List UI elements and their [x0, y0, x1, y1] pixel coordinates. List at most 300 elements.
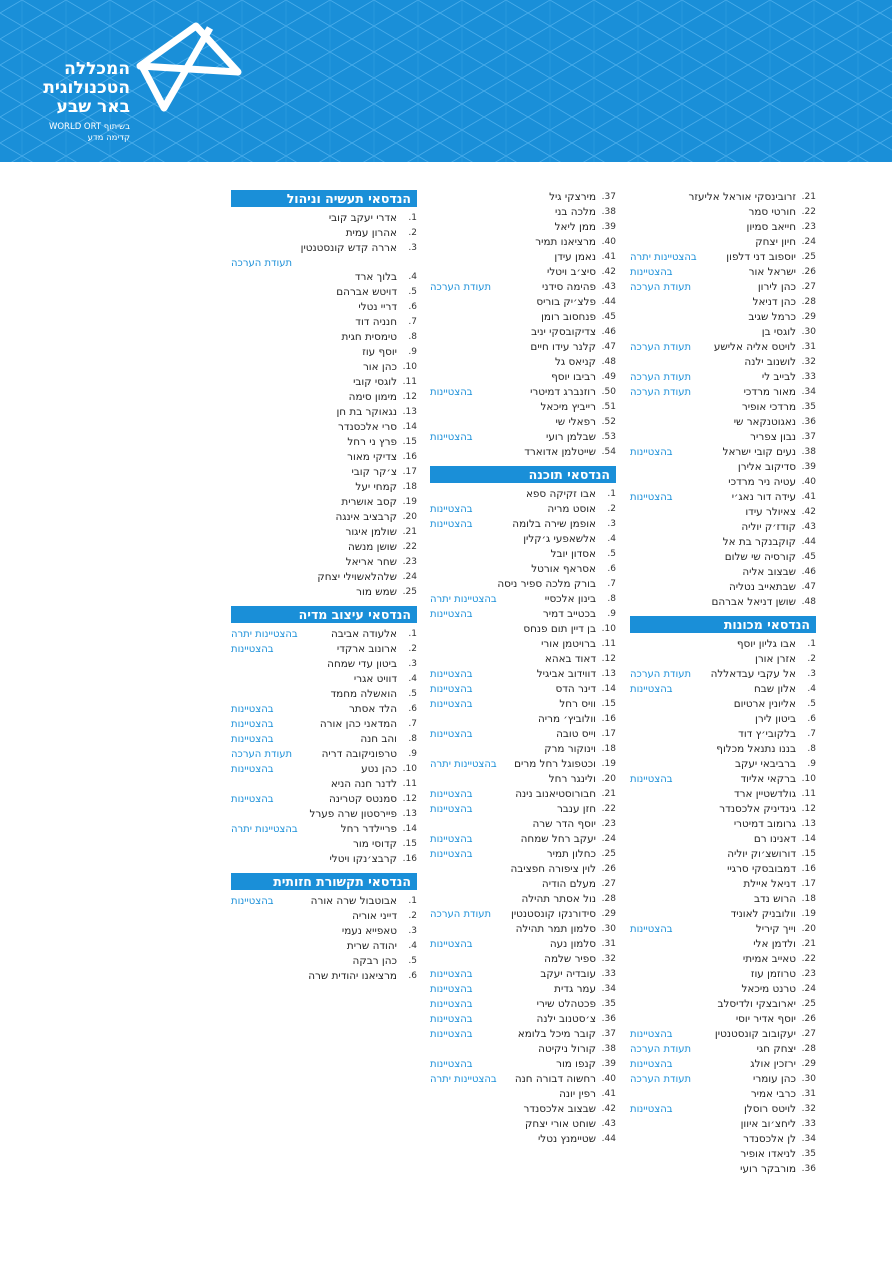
item-number: 41. [601, 252, 616, 262]
graduate-name: שמש מור [356, 586, 397, 598]
graduate-name: שלהלאשוילי יצחק [317, 571, 397, 583]
item-number: 1. [607, 489, 616, 499]
item-number: 25. [402, 587, 417, 597]
list-item [630, 982, 816, 997]
list-item [630, 772, 816, 787]
graduate-name: כחלון תמיר [546, 848, 596, 860]
item-number: 11. [402, 779, 417, 789]
graduate-name: סיצ׳ב ויטלי [547, 266, 596, 278]
item-number: 1. [408, 629, 417, 639]
item-number: 44. [601, 297, 616, 307]
graduate-name: שושן מנשה [347, 541, 397, 553]
graduate-name: צדיקובסקי יניב [531, 326, 596, 338]
honor-tag: בהצטיינות [231, 719, 274, 730]
list-item [630, 652, 816, 667]
graduate-name: בלוך ארד [354, 271, 397, 283]
item-number: 26. [801, 267, 816, 277]
graduate-name: אררה קדש קונסטנטין [300, 242, 397, 254]
graduate-name: עמר גדית [554, 983, 596, 995]
graduate-name: טרוזמן עוז [750, 968, 796, 980]
partner-line: בשיתוף WORLD ORT [48, 122, 130, 132]
honor-tag: תעודת הערכה [630, 669, 692, 680]
item-number: 20. [601, 774, 616, 784]
graduate-name: יעקובוב קונסטנטין [714, 1028, 796, 1040]
honor-tag: בהצטיינות [430, 669, 473, 680]
list-item [231, 627, 417, 642]
list-item [430, 430, 616, 445]
list-item [231, 300, 417, 315]
list-item [430, 712, 616, 727]
item-number: 16. [402, 854, 417, 864]
graduate-name: אלשאפעי ג׳קלין [523, 533, 596, 545]
item-number: 23. [801, 222, 816, 232]
list-item [430, 310, 616, 325]
list-item [630, 1132, 816, 1147]
list-item [231, 435, 417, 450]
list-item [430, 757, 616, 772]
graduate-name: מימון סימה [348, 391, 397, 403]
item-number: 36. [801, 1164, 816, 1174]
list-item [231, 525, 417, 540]
graduate-name: בורק מלכה ספיר ניסה [497, 578, 596, 590]
honor-tag: בהצטיינות [231, 644, 274, 655]
item-number: 21. [402, 527, 417, 537]
graduate-name: וכטפוגל רחל מרים [514, 758, 596, 770]
graduate-name: סדיקוב אלירן [737, 461, 796, 473]
list-item [231, 450, 417, 465]
item-number: 35. [601, 999, 616, 1009]
list-item [430, 385, 616, 400]
item-number: 42. [601, 1104, 616, 1114]
list-item [430, 877, 616, 892]
graduate-name: ליחצ׳וב איוון [740, 1118, 796, 1130]
item-number: 34. [801, 1134, 816, 1144]
list-item [231, 390, 417, 405]
list-item [231, 747, 417, 762]
graduate-name: צדיקי מאור [347, 451, 397, 463]
item-number: 16. [801, 864, 816, 874]
graduate-name: שבצוב אליה [742, 566, 796, 578]
honor-tag: בהצטיינות יתרה [430, 594, 497, 605]
graduate-name: מרציאנו תמיר [535, 236, 596, 248]
honor-tag: בהצטיינות [630, 447, 673, 458]
item-number: 4. [807, 684, 816, 694]
item-number: 48. [801, 597, 816, 607]
list-item [630, 862, 816, 877]
list-item [430, 967, 616, 982]
honor-tag: בהצטיינות [430, 519, 473, 530]
graduate-name: סלמון תמר תהילה [515, 923, 596, 935]
item-number: 21. [801, 192, 816, 202]
item-number: 32. [801, 357, 816, 367]
honor-tag: בהצטיינות [430, 804, 473, 815]
list-item [430, 235, 616, 250]
item-number: 17. [601, 729, 616, 739]
list-item [430, 502, 616, 517]
item-number: 37. [801, 432, 816, 442]
honor-tag: בהצטיינות [630, 267, 673, 278]
list-item [231, 405, 417, 420]
list-item [630, 817, 816, 832]
list-item [430, 952, 616, 967]
list-item [630, 1087, 816, 1102]
list-item [430, 250, 616, 265]
item-number: 17. [402, 467, 417, 477]
item-number: 27. [801, 282, 816, 292]
item-number: 23. [801, 969, 816, 979]
header-banner [0, 0, 892, 162]
item-number: 15. [601, 699, 616, 709]
list-item [430, 415, 616, 430]
list-item [630, 535, 816, 550]
item-number: 42. [801, 507, 816, 517]
list-item [630, 802, 816, 817]
graduate-name: עטיה ניר מרדכי [728, 476, 796, 488]
graduate-name: יהודה שרית [346, 940, 397, 952]
graduate-name: טאפייא נעמי [341, 925, 397, 937]
list-item [231, 270, 417, 285]
graduate-name: חנניה דוד [355, 316, 397, 328]
list-item [430, 1117, 616, 1132]
graduate-name: והב חנה [360, 733, 397, 745]
graduate-name: נול אסתר תהילה [521, 893, 596, 905]
list-item [630, 1117, 816, 1132]
list-item [231, 807, 417, 822]
item-number: 38. [601, 207, 616, 217]
item-number: 43. [601, 282, 616, 292]
graduate-name: אבוטבול שרה אורה [310, 895, 397, 907]
list-item [430, 982, 616, 997]
item-number: 4. [408, 674, 417, 684]
item-number: 52. [601, 417, 616, 427]
list-item [630, 892, 816, 907]
graduate-name: פלצ׳יק בוריס [536, 296, 596, 308]
list-item [430, 802, 616, 817]
graduate-name: כרבי אמיר [750, 1088, 796, 1100]
list-item [430, 577, 616, 592]
honor-tag: תעודת הערכה [630, 387, 692, 398]
graduate-name: יארובצקי ולדיסלב [717, 998, 796, 1010]
logo-line: הטכנולוגית [43, 78, 130, 98]
graduate-name: רפין יונה [559, 1088, 596, 1100]
list-item [630, 742, 816, 757]
graduate-name: ברביבאי יעקב [735, 758, 796, 770]
graduate-name: אל עקבי עבדאללה [710, 668, 796, 680]
list-item [231, 909, 417, 924]
list-item [430, 205, 616, 220]
list-item [630, 1027, 816, 1042]
graduate-name: שבצוב אלכסנדר [523, 1103, 596, 1115]
graduate-name: זרובינסקי אוראל אליעזר [688, 191, 796, 203]
item-number: 33. [801, 1119, 816, 1129]
graduate-name: מרדכי אופיר [741, 401, 796, 413]
item-number: 53. [601, 432, 616, 442]
list-item [430, 445, 616, 460]
honor-tag: בהצטיינות [430, 969, 473, 980]
list-item [630, 727, 816, 742]
list-item [630, 325, 816, 340]
graduate-name: קלנר עידו חיים [530, 341, 596, 353]
graduate-name: לוגסי בן [761, 326, 796, 338]
graduate-name: דמבובסקי סרגיי [727, 863, 796, 875]
list-item [430, 607, 616, 622]
item-number: 35. [801, 402, 816, 412]
graduate-name: פנחסוב רומן [541, 311, 596, 323]
item-number: 15. [402, 437, 417, 447]
item-number: 16. [402, 452, 417, 462]
item-number: 1. [807, 639, 816, 649]
graduate-name: קורול ניקיטה [538, 1043, 596, 1055]
section-title: הנדסאי מכונות [630, 616, 816, 633]
list-item [231, 241, 417, 256]
list-item [430, 400, 616, 415]
item-number: 15. [801, 849, 816, 859]
list-item [231, 465, 417, 480]
list-item [630, 295, 816, 310]
graduate-name: מרציאנו יהודית שרה [308, 970, 397, 982]
graduate-name: טימסית חגית [341, 331, 397, 343]
item-number: 47. [801, 582, 816, 592]
item-number: 50. [601, 387, 616, 397]
item-number: 24. [801, 984, 816, 994]
graduate-name: כהן נטע [361, 763, 397, 775]
graduate-name: ברקאי אליוד [740, 773, 796, 785]
graduate-name: פרץ ני רחל [347, 436, 397, 448]
list-item [630, 265, 816, 280]
list-item [630, 520, 816, 535]
graduate-name: מירצקי גיל [549, 191, 596, 203]
graduate-name: קנפו מור [556, 1058, 596, 1070]
list-item [231, 330, 417, 345]
list-item [430, 1012, 616, 1027]
list-item [630, 445, 816, 460]
list-item [630, 460, 816, 475]
item-number: 12. [601, 654, 616, 664]
list-item [231, 585, 417, 600]
item-number: 39. [601, 1059, 616, 1069]
list-item [630, 220, 816, 235]
honor-tag: בהצטיינות [231, 734, 274, 745]
graduate-name: ביטון עדי שמחה [327, 658, 397, 670]
list-item [430, 847, 616, 862]
honor-tag: תעודת הערכה [630, 282, 692, 293]
graduate-name: פיירסטון שרה פערל [309, 808, 397, 820]
item-number: 2. [607, 504, 616, 514]
list-item [231, 672, 417, 687]
list-item [630, 595, 816, 610]
logo-line: המכללה [64, 59, 130, 79]
list-item [231, 495, 417, 510]
graduate-name: אסדון יובל [550, 548, 596, 560]
honor-tag: בהצטיינות [430, 849, 473, 860]
item-number: 45. [601, 312, 616, 322]
item-number: 13. [402, 407, 417, 417]
list-item [430, 325, 616, 340]
item-number: 31. [601, 939, 616, 949]
item-number: 28. [601, 894, 616, 904]
graduate-name: נאגוטנקאר שי [733, 416, 796, 428]
item-number: 11. [402, 377, 417, 387]
graduate-name: נגאוקר בת חן [336, 406, 397, 418]
graduate-name: אזרן אורן [754, 653, 796, 665]
graduate-name: כהן לירון [757, 281, 796, 293]
graduate-name: כהן רבקה [352, 955, 397, 967]
item-number: 15. [402, 839, 417, 849]
item-number: 4. [408, 941, 417, 951]
list-item [430, 265, 616, 280]
honor-tag: בהצטיינות [630, 1029, 673, 1040]
list-item [630, 952, 816, 967]
honor-tag: בהצטיינות יתרה [231, 824, 298, 835]
list-item [430, 1042, 616, 1057]
honor-tag: תעודת הערכה [630, 1074, 692, 1085]
list-item [231, 480, 417, 495]
honor-tag: תעודת הערכה [430, 282, 492, 293]
item-number: 46. [601, 327, 616, 337]
honor-tag: בהצטיינות [430, 729, 473, 740]
list-item [231, 717, 417, 732]
list-item [231, 285, 417, 300]
item-number: 5. [807, 699, 816, 709]
item-number: 5. [408, 287, 417, 297]
list-item [630, 682, 816, 697]
item-number: 8. [408, 734, 417, 744]
list-item [231, 792, 417, 807]
graduate-name: צ׳סטנוב ילנה [536, 1013, 596, 1025]
list-item [231, 777, 417, 792]
list-item [231, 939, 417, 954]
honor-tag: בהצטיינות [430, 1029, 473, 1040]
graduate-name: דריי נטלי [358, 301, 397, 313]
list-item [430, 340, 616, 355]
section-title: הנדסאי תוכנה [430, 466, 616, 483]
item-number: 31. [801, 1089, 816, 1099]
list-item [430, 892, 616, 907]
list-item [630, 877, 816, 892]
list-item [630, 997, 816, 1012]
list-item [430, 190, 616, 205]
graduate-name: בננו נתנאל מכלוף [716, 743, 796, 755]
list-item [430, 697, 616, 712]
graduate-name: קוקבנקר בת אל [722, 536, 796, 548]
list-item [231, 540, 417, 555]
graduate-name: חייאב סמיון [746, 221, 796, 233]
graduate-name: קרבצ׳נקו ויטלי [329, 853, 397, 865]
item-number: 44. [601, 1134, 616, 1144]
list-item [630, 832, 816, 847]
list-item [630, 190, 816, 205]
honor-tag: בהצטיינות [430, 1059, 473, 1070]
list-item [630, 250, 816, 265]
list-item [231, 969, 417, 984]
item-number: 3. [408, 926, 417, 936]
graduate-name: כהן אור [362, 361, 397, 373]
list-item [231, 510, 417, 525]
list-item [630, 637, 816, 652]
graduate-name: דאנינו רם [753, 833, 796, 845]
list-item [630, 310, 816, 325]
list-item [231, 211, 417, 226]
item-number: 3. [807, 669, 816, 679]
list-item [231, 657, 417, 672]
item-number: 12. [402, 392, 417, 402]
item-number: 9. [408, 749, 417, 759]
list-item [630, 667, 816, 682]
list-item [231, 315, 417, 330]
list-item [231, 570, 417, 585]
list-item [430, 742, 616, 757]
item-number: 54. [601, 447, 616, 457]
graduate-name: רביבו יוסף [551, 371, 596, 383]
graduate-name: גולדשטיין ארד [733, 788, 796, 800]
honor-tag: בהצטיינות [231, 794, 274, 805]
graduate-name: סמנטס קטרינה [329, 793, 397, 805]
graduate-name: חורטי סמר [748, 206, 796, 218]
item-number: 7. [408, 719, 417, 729]
graduate-name: אדרי יעקב קובי [328, 212, 397, 224]
item-number: 32. [801, 1104, 816, 1114]
list-item [231, 687, 417, 702]
item-number: 4. [408, 272, 417, 282]
graduate-name: דניאל איילת [743, 878, 796, 890]
list-item [430, 280, 616, 295]
item-number: 14. [402, 422, 417, 432]
graduate-name: קורסיה שי שלום [724, 551, 796, 563]
graduate-name: בינון אלכסיי [544, 593, 596, 605]
list-item [430, 355, 616, 370]
graduate-name: שטיימנץ נטלי [537, 1133, 596, 1145]
list-item [430, 832, 616, 847]
item-number: 36. [601, 1014, 616, 1024]
list-item [430, 295, 616, 310]
item-number: 43. [601, 1119, 616, 1129]
list-item [430, 1102, 616, 1117]
graduate-name: לניאדו אופיר [740, 1148, 796, 1160]
graduate-name: מאור מרדכי [743, 386, 796, 398]
honor-tag: בהצטיינות [430, 1014, 473, 1025]
graduate-name: וייס טובה [556, 728, 596, 740]
list-item [231, 642, 417, 657]
graduate-name: שייטלמן אדוארד [524, 446, 596, 458]
graduate-name: סלמון נעה [549, 938, 596, 950]
list-item [630, 697, 816, 712]
graduate-name: חבורוסטיאנוב נינה [515, 788, 596, 800]
item-number: 27. [601, 879, 616, 889]
item-number: 44. [801, 537, 816, 547]
item-number: 6. [408, 704, 417, 714]
graduate-name: מלכה בני [554, 206, 596, 218]
section-title: הנדסאי עיצוב מדיה [231, 606, 417, 623]
graduate-name: רחשוה דבורה חנה [514, 1073, 596, 1085]
list-item [231, 345, 417, 360]
honor-tag: בהצטיינות יתרה [630, 252, 697, 263]
graduate-name: אסראף אורטל [531, 563, 596, 575]
graduate-name: אוסט מריה [547, 503, 596, 515]
item-number: 33. [801, 372, 816, 382]
honor-tag: תעודת הערכה [231, 258, 293, 269]
graduate-name: שחר אריאל [345, 556, 397, 568]
item-number: 26. [601, 864, 616, 874]
graduate-name: הואשלה מחמד [330, 688, 397, 700]
graduate-name: המדאני כהן אורה [319, 718, 397, 730]
honor-tag: תעודת הערכה [231, 749, 293, 760]
graduate-name: חזן ענבר [556, 803, 596, 815]
item-number: 8. [807, 744, 816, 754]
item-number: 39. [801, 462, 816, 472]
list-item [630, 712, 816, 727]
item-number: 23. [601, 819, 616, 829]
graduate-name: ישראל אור [748, 266, 796, 278]
